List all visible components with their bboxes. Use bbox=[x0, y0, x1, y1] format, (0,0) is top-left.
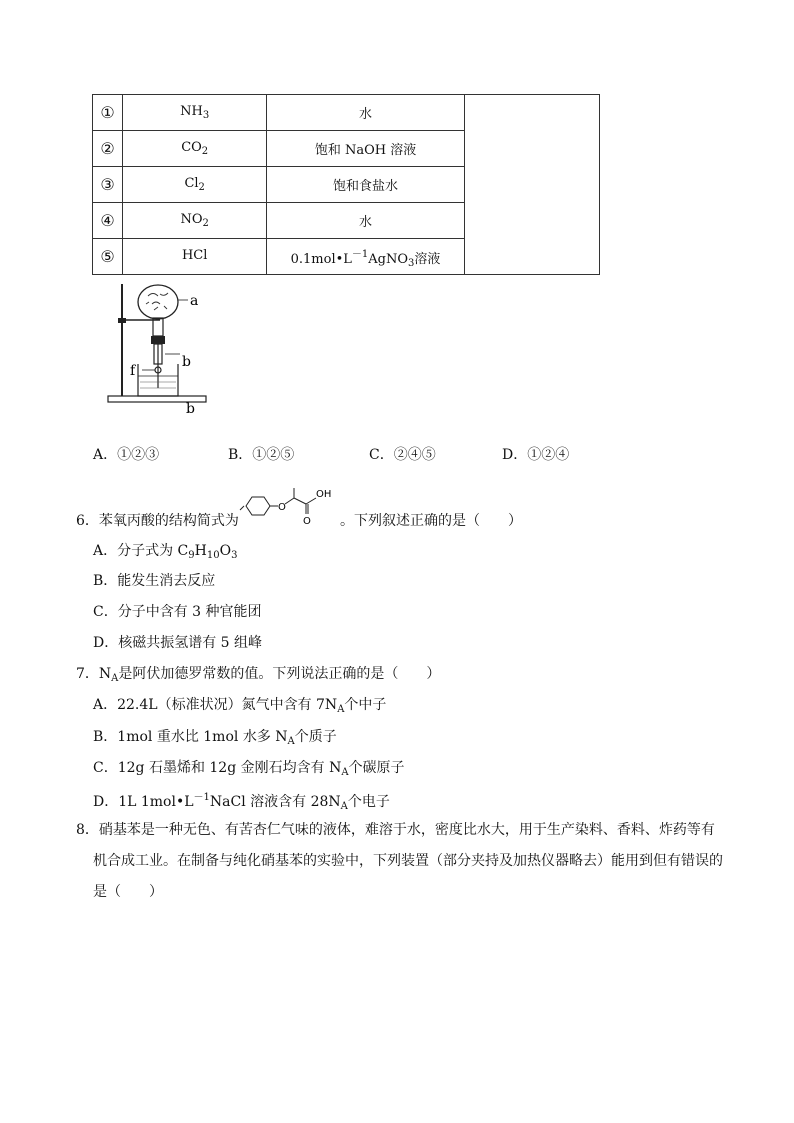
label-b-dropper: b bbox=[182, 354, 191, 370]
q7-stem: 7．$N_A$是阿伏加德罗常数的值。下列说法正确的是（ ） bbox=[76, 666, 441, 684]
clamp bbox=[118, 318, 126, 323]
gas-cell: $Cl_2$ bbox=[123, 167, 267, 203]
label-a: a bbox=[190, 293, 199, 309]
row-number: ② bbox=[93, 131, 123, 167]
q6-option-a: A．分子式为 $C_9H_{10}O_3$ bbox=[93, 543, 238, 561]
row-number: ③ bbox=[93, 167, 123, 203]
liquid-cell: 水 bbox=[267, 203, 464, 239]
row-number: ① bbox=[93, 95, 123, 131]
row-number: ⑤ bbox=[93, 239, 123, 275]
benzene-ring bbox=[246, 497, 270, 515]
row-number: ④ bbox=[93, 203, 123, 239]
hydroxyl-oh: OH bbox=[316, 489, 332, 500]
q7-option-b: B．1mol 重水比 1mol 水多 $N_A$个质子 bbox=[93, 729, 337, 747]
gas-liquid-table bbox=[92, 94, 600, 275]
q5-option-c: C．②④⑤ bbox=[369, 447, 436, 463]
q7-option-a: A．22.4L（标准状况）氮气中含有 $7N_A$个中子 bbox=[93, 697, 387, 715]
q8-line-1: 8．硝基苯是一种无色、有苦杏仁气味的液体，难溶于水，密度比水大，用于生产染料、香料、炸药等有 bbox=[76, 822, 715, 838]
phenoxypropionic-acid-structure bbox=[240, 484, 336, 528]
q6-option-b: B．能发生消去反应 bbox=[93, 573, 216, 589]
q5-option-d: D．①②④ bbox=[502, 447, 570, 463]
q6-option-d: D．核磁共振氢谱有 5 组峰 bbox=[93, 635, 263, 651]
fountain-spray bbox=[146, 293, 168, 310]
liquid-cell: 饱和 NaOH 溶液 bbox=[267, 131, 464, 167]
label-b-beaker: b bbox=[186, 401, 195, 417]
gas-cell: $NH_3$ bbox=[123, 95, 267, 131]
q7-option-c: C．12g 石墨烯和 12g 金刚石均含有 $N_A$个碳原子 bbox=[93, 760, 405, 778]
q6-option-c: C．分子中含有 3 种官能团 bbox=[93, 604, 262, 620]
liquid-cell: 水 bbox=[267, 95, 464, 131]
q7-option-d: D．1L $1mol•L^{-1}NaCl$ 溶液含有 $28N_A$个电子 bbox=[93, 792, 390, 812]
q6-stem-before: 6．苯氧丙酸的结构简式为 bbox=[76, 513, 239, 529]
q5-option-a: A．①②③ bbox=[93, 447, 160, 463]
gas-cell: $CO_2$ bbox=[123, 131, 267, 167]
q8-line-3: 是（ ） bbox=[93, 884, 163, 900]
gas-cell: HCl bbox=[123, 239, 267, 275]
liquid-cell: $0.1mol•L^{-1}AgNO_3$溶液 bbox=[267, 239, 464, 275]
q5-option-b: B．①②⑤ bbox=[228, 447, 295, 463]
q8-line-2: 机合成工业。在制备与纯化硝基苯的实验中，下列装置（部分夹持及加热仪器略去）能用到但有错误的 bbox=[93, 853, 723, 869]
blank-cell bbox=[464, 95, 599, 275]
table-row bbox=[93, 95, 600, 131]
liquid-cell: 饱和食盐水 bbox=[267, 167, 464, 203]
stopper bbox=[151, 336, 165, 344]
ether-o: O bbox=[278, 502, 286, 513]
gas-cell: $NO_2$ bbox=[123, 203, 267, 239]
q6-stem-after: 。下列叙述正确的是（ ） bbox=[340, 513, 522, 529]
label-f: f bbox=[130, 363, 136, 379]
fountain-apparatus-diagram bbox=[108, 282, 208, 417]
carbonyl-o: O bbox=[303, 516, 311, 527]
